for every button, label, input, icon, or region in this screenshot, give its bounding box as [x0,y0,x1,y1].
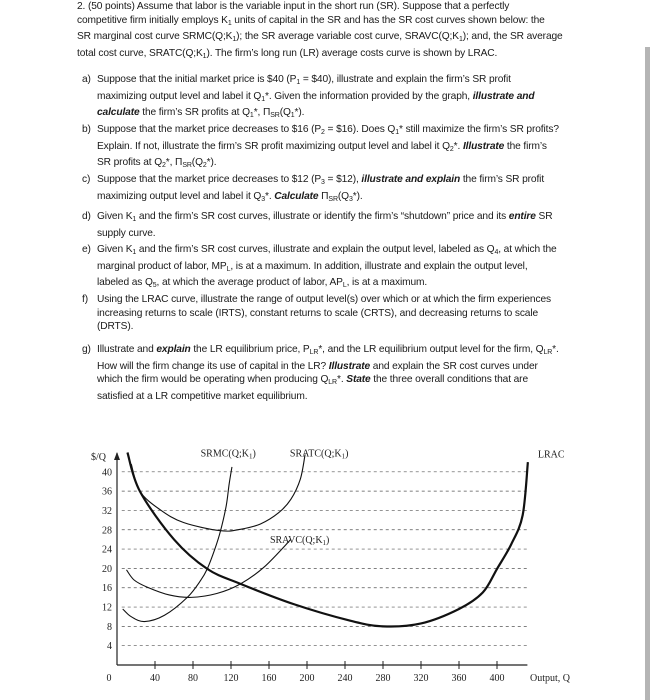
part-label: f) [82,294,88,305]
text-line [97,227,552,241]
text-run: which the firm would be operating when producing Q [97,374,329,386]
text-run: labeled as Q [97,277,153,289]
x-tick-label: 160 [261,673,277,684]
origin-label: 0 [106,673,112,684]
y-tick-label: 12 [102,602,112,614]
text-run: the three overall conditions that are [370,374,528,386]
subscript: LR [309,349,319,356]
cost-curves-chart [0,440,657,700]
text-line [77,0,563,14]
emphasis-text: State [346,374,371,386]
text-run: 2. (50 points) Assume that labor is the variable input in the short run (SR). Suppose that a perfectly [77,1,510,12]
x-tick-label: 200 [299,673,315,684]
text-line [97,343,559,360]
y-tick-label: 4 [107,641,112,653]
part-label: c) [82,174,91,185]
emphasis-text: explain [156,344,191,355]
subscript: 1 [395,129,400,136]
text-line [97,260,557,277]
x-tick-label: 120 [223,673,239,684]
text-run: (Q [279,107,291,119]
text-run: Using the LRAC curve, illustrate the range of output level(s) over which or at which the firm experiences [97,294,551,305]
text-run: Suppose that the market price decreases to $12 (P [97,174,322,185]
label-text: ) [345,448,349,460]
sravc-label [270,535,329,547]
text-run: , at which the [498,244,557,255]
emphasis-text: calculate [97,107,140,119]
text-run: , is at a maximum. In addition, illustrate and explain the output level, [230,260,528,272]
text-run: How will the firm change its use of capital in the LR? [97,360,329,372]
subscript: 1 [132,249,137,256]
part-text [97,343,559,403]
subscript: L [226,265,231,273]
text-run: the LR equilibrium price, P [190,344,310,355]
subscript: 2 [321,129,325,136]
part-text [97,243,557,293]
part-text [97,73,534,123]
subscript: SR [182,162,192,170]
text-run: SR [535,211,553,222]
text-run: competitive firm initially employs K [77,14,228,26]
part-label: g) [82,344,91,355]
emphasis-text: Illustrate [462,140,505,152]
label-subscript: 1 [322,538,327,547]
text-run: ); and, the SR average [462,31,563,43]
subscript: 1 [232,36,237,44]
y-tick-label: 40 [102,467,112,479]
part-text [97,210,552,240]
text-run: *. Given the information provided by the graph, [264,90,473,102]
y-tick-label: 24 [102,544,112,556]
part-text [97,293,551,334]
text-line [97,106,534,123]
text-run: *. [453,140,463,152]
text-run: the firm’s SR profit [460,174,545,185]
text-run: * still maximize the firm’s SR profits? [399,124,559,135]
subscript: 2 [202,162,207,170]
srmc-label [201,448,256,460]
lrac-label: LRAC [537,449,565,461]
y-tick-label: 8 [107,621,112,633]
x-tick-label: 400 [489,673,505,684]
text-line [97,123,559,140]
text-line [97,276,557,293]
text-run: marginal product of labor, MP [97,260,227,272]
part-label: a) [82,74,91,85]
text-run: Suppose that the market price decreases to $16 (P [97,124,322,135]
subscript: 1 [261,95,265,103]
y-tick-label: 16 [102,583,112,595]
x-tick-label: 320 [413,673,429,684]
emphasis-text: Calculate [274,190,319,202]
x-axis-label: Output, Q [530,673,570,684]
text-line [77,30,563,47]
text-run: maximizing output level and label it Q [97,90,262,102]
question-intro [77,0,563,63]
text-line [97,360,559,374]
text-run: *, and the LR equilibrium output level for the firm, Q [318,344,544,355]
part-text [97,123,559,173]
text-run: and explain the SR cost curves under [370,360,538,372]
text-line [97,243,557,260]
part-label: d) [82,211,91,222]
x-tick-label: 40 [150,673,160,684]
label-text: SRMC(Q;K [200,448,249,460]
subscript: LR [543,349,553,356]
text-run: the firm’s [504,140,547,152]
emphasis-text: Illustrate [328,360,371,372]
label-text: SRAVC(Q;K [269,534,323,546]
subscript: 4 [494,249,499,256]
text-run: = $40), illustrate and explain the firm’s SR profit [300,74,511,85]
text-run: Given K [97,211,133,222]
text-run: total cost curve, SRATC(Q;K [77,47,203,59]
y-tick-label: 20 [102,563,112,575]
text-run: *. [337,374,347,386]
text-run: supply curve. [97,227,156,239]
text-line [97,173,544,190]
subscript: 2 [449,145,454,153]
text-line [97,190,544,207]
label-text: SRATC(Q;K [289,448,342,460]
text-line [77,47,563,64]
y-tick-label: 32 [102,505,112,517]
text-run: Explain. If not, illustrate the firm’s SR profit maximizing output level and label it Q [97,140,450,152]
text-line [97,156,559,173]
y-tick-label: 28 [102,525,112,537]
y-tick-label: 36 [102,486,112,498]
label-text: ) [326,534,330,546]
text-run: (Q [191,157,203,169]
text-run: (Q [337,190,349,202]
text-run: SR marginal cost curve SRMC(Q;K [77,31,233,43]
subscript: 1 [202,52,207,60]
emphasis-text: entire [508,211,536,222]
subscript: SR [328,195,338,203]
text-run: the firm’s SR profits at Q [139,107,250,119]
x-tick-label: 360 [451,673,467,684]
text-line [97,140,559,157]
x-tick-label: 240 [337,673,353,684]
text-run: Given K [97,244,133,255]
text-run: , at which the average product of labor, AP [156,277,343,289]
text-run: = $12), [324,174,362,185]
subscript: LR [328,379,337,387]
label-text: ) [252,448,256,460]
subscript: 1 [227,19,232,27]
text-line [97,320,551,334]
text-run: *). [294,107,305,119]
part-label: b) [82,124,91,135]
y-axis-arrow-icon [114,452,120,460]
text-run: = $16). Does Q [324,124,396,135]
text-run: SR profits at Q [97,157,163,169]
subscript: L [342,282,347,290]
text-run: ); the SR average variable cost curve, SRAVC(Q;K [236,31,459,43]
part-text [97,173,544,206]
subscript: SR [270,112,280,120]
label-subscript: 1 [341,452,346,461]
text-line [97,90,534,107]
text-run: *). [206,157,217,169]
label-subscript: 1 [248,452,253,461]
text-run: Illustrate and [97,344,157,355]
subscript: 2 [162,162,166,170]
text-run: and the firm’s SR cost curves, illustrate and explain the output level, labeled as Q [136,244,495,255]
subscript: 1 [132,216,137,223]
text-run: *. [264,190,275,202]
emphasis-text: illustrate and [472,90,535,102]
x-tick-label: 80 [188,673,198,684]
text-line [77,14,563,31]
subscript: 1 [296,79,301,86]
text-run: increasing returns to scale (IRTS), constant returns to scale (CRTS), and decreasing returns to scale [97,307,539,319]
text-line [97,390,559,404]
text-run: ). The firm’s long run (LR) average costs curve is shown by LRAC. [206,47,498,59]
subscript: 3 [348,195,353,203]
text-run: satisfied at a LR competitive market equilibrium. [97,390,308,402]
text-line [97,293,551,307]
text-run: units of capital in the SR and has the SR cost curves shown below: the [231,14,545,26]
subscript: 3 [321,179,325,186]
text-run: , is at a maximum. [346,277,428,289]
text-line [97,307,551,321]
text-line [97,210,552,227]
part-label: e) [82,244,91,255]
subscript: 1 [458,36,463,44]
y-axis-label: $/Q [91,452,106,463]
sratc-label [290,448,349,460]
text-run: *, Π [165,157,183,169]
text-line [97,373,559,390]
x-tick-label: 280 [375,673,391,684]
subscript: 3 [261,195,265,203]
text-run: Suppose that the initial market price is $40 (P [97,74,297,85]
text-run: and the firm’s SR cost curves, illustrate or identify the firm’s “shutdown” price and its [136,211,509,222]
subscript: 1 [249,112,254,120]
text-line [97,73,534,90]
text-run: *, Π [253,107,271,119]
text-run: *. [552,344,559,355]
text-run: *). [352,190,363,202]
subscript: 5 [152,282,157,290]
text-run: maximizing output level and label it Q [97,190,262,202]
text-run: (DRTS). [97,321,134,333]
text-run: Π [318,190,329,202]
emphasis-text: illustrate and explain [361,174,461,185]
subscript: 1 [290,112,295,120]
